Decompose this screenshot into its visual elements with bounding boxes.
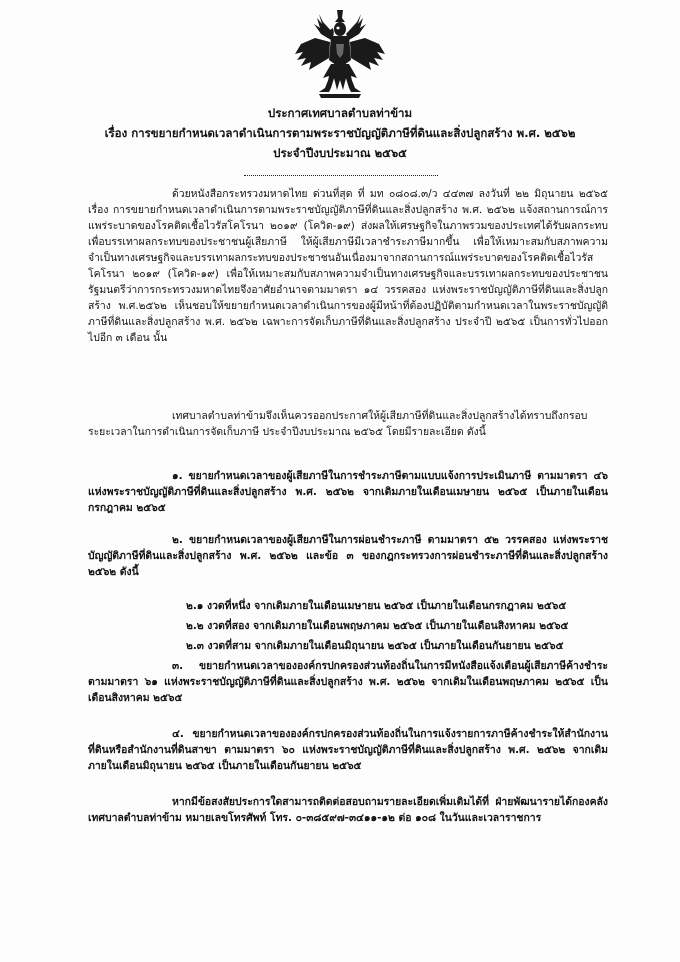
announcement-subject: เรื่อง การขยายกำหนดเวลาดำเนินการตามพระราชบัญญัติภาษีที่ดินและสิ่งปลูกสร้าง พ.ศ. ๒๕๖๒ [104, 126, 576, 140]
item-3: ๓. ขยายกำหนดเวลาขององค์กรปกครองส่วนท้องถิ่นในการมีหนังสือแจ้งเตือนผู้เสียภาษีค้างชำระ ตามมาตรา ๖๑ แห่งพระราชบัญญัติภาษีที่ดินและสิ่งปลูกสร้าง พ.ศ. ๒๕๖๒ จากเดิมในเดือนพฤษภาคม ๒๕๖๕ เป็นเดือนสิงหาคม ๒๕๖๕ [88, 660, 608, 704]
item-2: ๒. ขยายกำหนดเวลาของผู้เสียภาษีในการผ่อนชำระภาษี ตามมาตรา ๕๒ วรรคสอง แห่งพระราชบัญญัติภาษีที่ดินและสิ่งปลูกสร้าง พ.ศ. ๒๕๖๒ และข้อ ๓ ของกฎกระทรวงการผ่อนชำระภาษีที่ดินและสิ่งปลูกสร้าง ๒๕๖๒ ดังนี้ [88, 534, 608, 578]
announcement-title: ประกาศเทศบาลตำบลท่าข้าม [267, 106, 413, 120]
paragraph-background: ด้วยหนังสือกระทรวงมหาดไทย ด่วนที่สุด ที่ มท ๐๘๐๘.๓/ว ๔๔๓๗ ลงวันที่ ๒๒ มิถุนายน ๒๕๖๕ เรื่อง การขยายกำหนดเวลาดำเนินการตามพระราชบัญญัติภาษีที่ดินและสิ่งปลูกสร้าง พ.ศ. ๒๕๖๒ แจ้งสถานการณ์การแพร่ระบาดของโรคติดเชื้อไวรัสโคโรนา ๒๐๑๙ (โควิด-๑๙) ส่งผลให้เศรษฐกิจในภาพรวมของประเทศได้รับผลกระทบ เพื่อบรรเทาผลกระทบของประชาชนผู้เสียภาษี ให้ผู้เสียภาษีมีเวลาชำระภาษีมากขึ้น เพื่อให้เหมาะสมกับสภาพความจำเป็นทางเศรษฐกิจและบรรเทาผลกระทบของประชาชนอันเนื่องมาจากสถานการณ์แพร่ระบาดของโรคติดเชื้อไวรัสโคโรนา ๒๐๑๙ (โควิด-๑๙) เพื่อให้เหมาะสมกับสภาพความจำเป็นทางเศรษฐกิจและบรรเทาผลกระทบของประชาชนรัฐมนตรีว่าการกระทรวงมหาดไทยจึงอาศัยอำนาจตามมาตรา ๑๔ วรรคสอง แห่งพระราชบัญญัติภาษีที่ดินและสิ่งปลูกสร้าง พ.ศ.๒๕๖๒ เห็นชอบให้ขยายกำหนดเวลาดำเนินการของผู้มีหน้าที่ต้องปฏิบัติตามกำหนดเวลาในพระราชบัญญัติภาษีที่ดินและสิ่งปลูกสร้าง พ.ศ. ๒๕๖๒ เฉพาะการจัดเก็บภาษีที่ดินและสิ่งปลูกสร้าง ประจำปี ๒๕๖๕ เป็นการทั่วไปออกไปอีก ๓ เดือน นั้น [88, 188, 608, 344]
item-1: ๑. ขยายกำหนดเวลาของผู้เสียภาษีในการชำระภาษีตามแบบแจ้งการประเมินภาษี ตามมาตรา ๔๖ แห่งพระราชบัญญัติภาษีที่ดินและสิ่งปลูกสร้าง พ.ศ. ๒๕๖๒ จากเดิมภายในเดือนเมษายน ๒๕๖๕ เป็นภายในเดือนกรกฎาคม ๒๕๖๕ [88, 470, 608, 514]
paragraph-announcement: เทศบาลตำบลท่าข้ามจึงเห็นควรออกประกาศให้ผู้เสียภาษีที่ดินและสิ่งปลูกสร้างได้ทราบถึงกรอบระยะเวลาในการดำเนินการจัดเก็บภาษี ประจำปีงบประมาณ ๒๕๖๕ โดยมีรายละเอียด ดังนี้ [88, 410, 588, 438]
item-2-3: ๒.๓ งวดที่สาม จากเดิมภายในเดือนมิถุนายน ๒๕๖๕ เป็นภายในเดือนกันยายน ๒๕๖๕ [186, 640, 564, 652]
header-divider [244, 175, 438, 176]
item-2-1: ๒.๑ งวดที่หนึ่ง จากเดิมภายในเดือนเมษายน ๒๕๖๕ เป็นภายในเดือนกรกฎาคม ๒๕๖๕ [186, 600, 567, 612]
fiscal-year: ประจำปีงบประมาณ ๒๕๖๕ [273, 146, 407, 160]
item-2-2: ๒.๒ งวดที่สอง จากเดิมภายในเดือนพฤษภาคม ๒๕๖๕ เป็นภายในเดือนสิงหาคม ๒๕๖๕ [186, 620, 569, 632]
item-4: ๔. ขยายกำหนดเวลาขององค์กรปกครองส่วนท้องถิ่นในการแจ้งรายการภาษีค้างชำระให้สำนักงานที่ดินหรือสำนักงานที่ดินสาขา ตามมาตรา ๖๐ แห่งพระราชบัญญัติภาษีที่ดินและสิ่งปลูกสร้าง พ.ศ. ๒๕๖๒ จากเดิมภายในเดือนมิถุนายน ๒๕๖๕ เป็นภายในเดือนกันยายน ๒๕๖๕ [88, 728, 608, 772]
paragraph-contact: หากมีข้อสงสัยประการใดสามารถติดต่อสอบถามรายละเอียดเพิ่มเติมได้ที่ ฝ่ายพัฒนารายได้กองคลัง เทศบาลตำบลท่าข้าม หมายเลขโทรศัพท์ โทร. ๐-๓๘๕๙๗-๓๔๑๑-๑๒ ต่อ ๑๐๘ ในวันและเวลาราชการ [88, 796, 608, 824]
garuda-emblem-icon [293, 8, 387, 100]
